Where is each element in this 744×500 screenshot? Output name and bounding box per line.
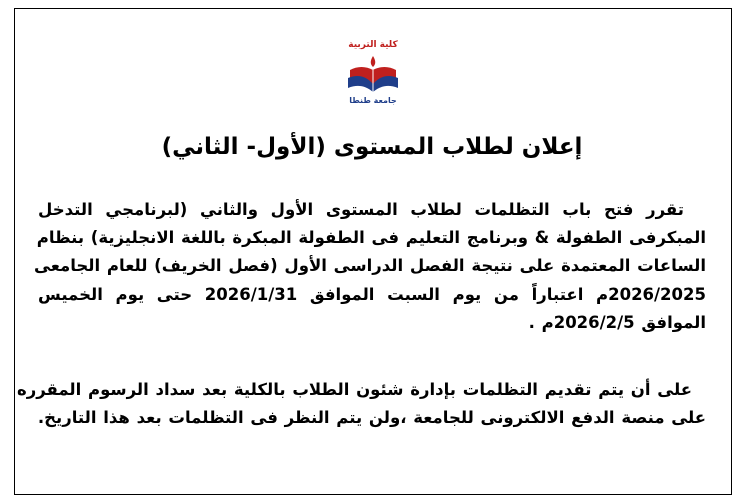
announcement-paragraph-1 [34,196,706,337]
paragraph-line: تقرر فتح باب التظلمات لطلاب المستوى الأول والثاني (لبرنامجي التدخل [38,200,684,219]
paragraph-line: 2026/2025م اعتباراً من يوم السبت الموافق 2026/1/31 حتى يوم الخميس [38,284,706,304]
open-book-logo-icon [346,54,400,94]
paragraph-line: على منصة الدفع الالكترونى للجامعة ،ولن يتم النظر فى التظلمات بعد هذا التاريخ. [37,408,706,428]
logo-bottom-text: جامعة طنطا [349,96,397,105]
paragraph-line: الساعات المعتمدة على نتيجة الفصل الدراسى الأول (فصل الخريف) للعام الجامعى [34,256,706,276]
paragraph-line: المبكرفى الطفولة & وبرنامج التعليم فى الطفولة المبكرة باللغة الانجليزية) بنظام [36,228,706,248]
logo-top-text: كلية التربية [348,40,398,50]
faculty-logo [338,40,408,110]
paragraph-line: الموافق 2026/2/5م . [528,312,706,332]
announcement-paragraph-2 [16,376,706,432]
paragraph-line: على أن يتم تقديم التظلمات بإدارة شئون الطلاب بالكلية بعد سداد الرسوم المقرره [16,380,692,399]
announcement-title: إعلان لطلاب المستوى (الأول- الثاني) [161,134,583,160]
